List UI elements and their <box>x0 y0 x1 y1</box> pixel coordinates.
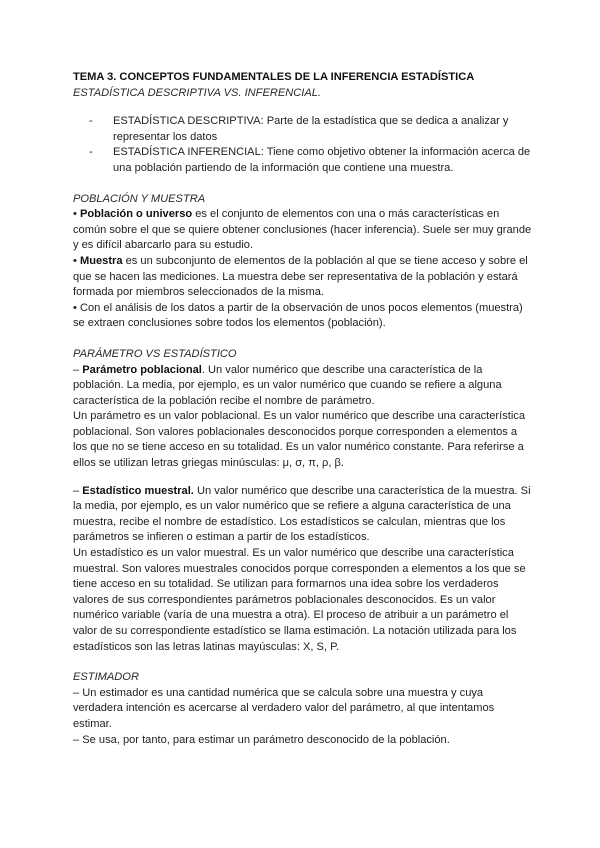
document-title: TEMA 3. CONCEPTOS FUNDAMENTALES DE LA INFERENCIA ESTADÍSTICA <box>73 71 475 83</box>
term-muestra: Muestra <box>79 254 123 267</box>
document-subtitle: ESTADÍSTICA DESCRIPTIVA VS. INFERENCIAL. <box>73 86 322 99</box>
term-parametro-poblacional: Parámetro poblacional <box>82 363 202 376</box>
dash-marker: - <box>89 146 93 159</box>
document-content <box>73 70 533 748</box>
list-item-inferencial: - ESTADÍSTICA INFERENCIAL: Tiene como objetivo obtener la información acerca de una población partiendo de la información que contiene una muestra. <box>89 146 531 174</box>
paragraph-estadistico-muestral: – Estadístico muestral. Un valor numérico que describe una característica de la muestra. Si la media, por ejemplo, es un valor numérico que se refiere a alguna característica de una muestra, recibe el nombre de estadístico. Los estadísticos se calculan, mientras que los parámetros se infieren o estiman a partir de los estadísticos. <box>73 484 531 544</box>
paragraph-estimador-definicion: – Un estimador es una cantidad numérica que se calcula sobre una muestra y cuya verdadera intención es acercarse al verdadero valor del parámetro, al que intentamos estimar. <box>73 686 495 730</box>
paragraph-muestra: • Muestra es un subconjunto de elementos de la población al que se tiene acceso y sobre el que se hacen las mediciones. La muestra debe ser representativa de la población y estará formada por miembros seleccionados de la misma. <box>73 254 528 299</box>
paragraph-parametro-valor: Un parámetro es un valor poblacional. Es un valor numérico que describe una característica poblacional. Son valores poblacionales desconocidos porque corresponden a elementos a los que no se tiene acceso en su totalidad. Es un valor numérico constante. Para referirse a ellos se utilizan letras griegas minúsculas: μ, σ, π, ρ, β. <box>73 410 525 470</box>
paragraph-estimador-uso: – Se usa, por tanto, para estimar un parámetro desconocido de la población. <box>73 733 450 746</box>
heading-poblacion-muestra: POBLACIÓN Y MUESTRA <box>73 192 206 205</box>
heading-estimador: ESTIMADOR <box>73 671 139 684</box>
list-item-descriptiva: - ESTADÍSTICA DESCRIPTIVA: Parte de la estadística que se dedica a analizar y representar los datos <box>89 115 509 143</box>
paragraph-parametro-poblacional: – Parámetro poblacional. Un valor numérico que describe una característica de la población. La media, por ejemplo, es un valor numérico que cuando se refiere a alguna característica de la población recibe el nombre de parámetro. <box>73 363 502 407</box>
term-estadistico-muestral: Estadístico muestral. <box>82 484 194 497</box>
paragraph-estadistico-valor: Un estadístico es un valor muestral. Es un valor numérico que describe una característica muestral. Son valores muestrales conocidos porque corresponden a elementos a los que se tiene acceso en su totalidad. Se utilizan para formarnos una idea sobre los verdaderos valores de sus correspondientes parámetros poblacionales desconocidos. Es un valor numérico variable (varía de una muestra a otra). El proceso de atribuir a un parámetro el valor de su correspondiente estadístico se llama estimación. La notación utilizada para los estadísticos son las letras latinas mayúsculas: X, S, P. <box>73 547 526 653</box>
paragraph-poblacion: • Población o universo es el conjunto de elementos con una o más características en común sobre el que se quiere obtener conclusiones (hacer inferencia). Suele ser muy grande y es difícil abarcarlo para su estudio. <box>73 208 532 252</box>
paragraph-analisis: • Con el análisis de los datos a partir de la observación de unos pocos elementos (muestra) se extraen conclusiones sobre todos los elementos (población). <box>73 301 523 330</box>
dash-marker: - <box>89 115 93 128</box>
term-poblacion: Población o universo <box>79 208 193 221</box>
heading-parametro-estadistico: PARÁMETRO VS ESTADÍSTICO <box>73 347 237 360</box>
descriptive-vs-inferential-list <box>73 114 533 176</box>
